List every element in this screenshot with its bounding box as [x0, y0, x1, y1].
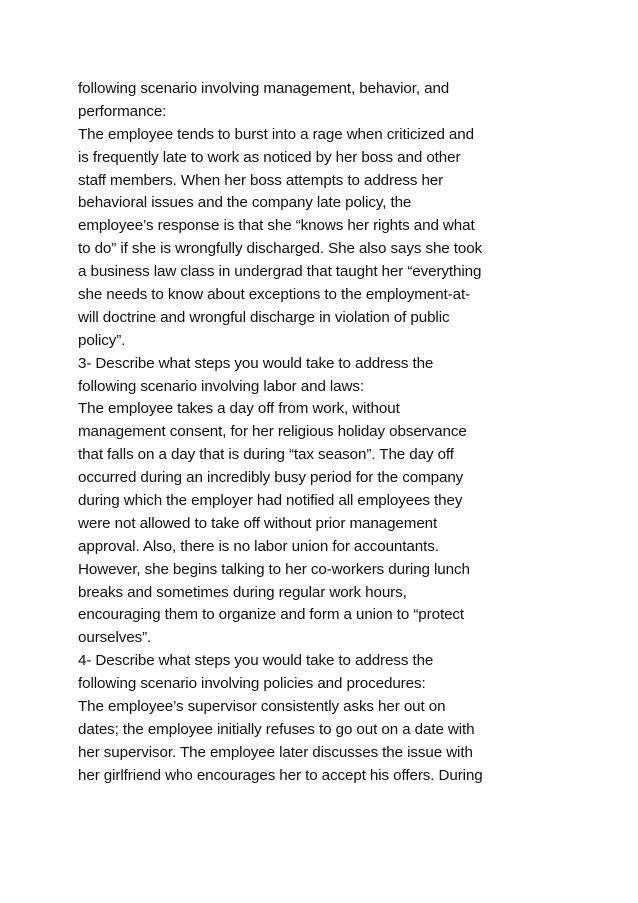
- text-line: performance:: [78, 102, 167, 120]
- text-line: occurred during an incredibly busy period for the company: [78, 469, 464, 487]
- text-line: following scenario involving management, behavior, and: [78, 80, 450, 97]
- section-heading-3: 3- Describe what steps you would take to address the: [78, 354, 434, 372]
- text-line: that falls on a day that is during “tax season”. The day off: [78, 446, 454, 464]
- document-body: [78, 78, 578, 788]
- text-line: breaks and sometimes during regular work hours,: [78, 583, 407, 601]
- text-line: management consent, for her religious holiday observance: [78, 423, 467, 441]
- text-line: a business law class in undergrad that taught her “everything: [78, 263, 482, 281]
- text-line: is frequently late to work as noticed by her boss and other: [78, 148, 461, 166]
- text-line: during which the employer had notified all employees they: [78, 492, 463, 510]
- text-line: to do” if she is wrongfully discharged. She also says she took: [78, 240, 483, 258]
- text-line: approval. Also, there is no labor union for accountants.: [78, 537, 439, 555]
- text-line: The employee tends to burst into a rage when criticized and: [78, 125, 474, 143]
- text-line: employee’s response is that she “knows her rights and what: [78, 217, 475, 235]
- text-line: behavioral issues and the company late policy, the: [78, 194, 412, 212]
- text-line: dates; the employee initially refuses to go out on a date with: [78, 720, 475, 738]
- text-line: encouraging them to organize and form a union to “protect: [78, 606, 465, 624]
- section-heading-4: 4- Describe what steps you would take to address the: [78, 652, 434, 670]
- text-line: The employee’s supervisor consistently asks her out on: [78, 698, 446, 716]
- text-line: following scenario involving policies and procedures:: [78, 675, 426, 693]
- text-line: However, she begins talking to her co-workers during lunch: [78, 560, 470, 578]
- text-line: she needs to know about exceptions to the employment-at-: [78, 286, 471, 304]
- text-line: were not allowed to take off without prior management: [78, 514, 438, 532]
- text-line: following scenario involving labor and laws:: [78, 377, 365, 395]
- text-line: her supervisor. The employee later discusses the issue with: [78, 743, 473, 761]
- text-line: staff members. When her boss attempts to address her: [78, 171, 444, 189]
- text-line: The employee takes a day off from work, without: [78, 400, 400, 418]
- text-line: her girlfriend who encourages her to accept his offers. During: [78, 766, 483, 784]
- text-line: will doctrine and wrongful discharge in violation of public: [78, 308, 450, 326]
- text-line: policy”.: [78, 331, 126, 349]
- text-line: ourselves”.: [78, 629, 152, 647]
